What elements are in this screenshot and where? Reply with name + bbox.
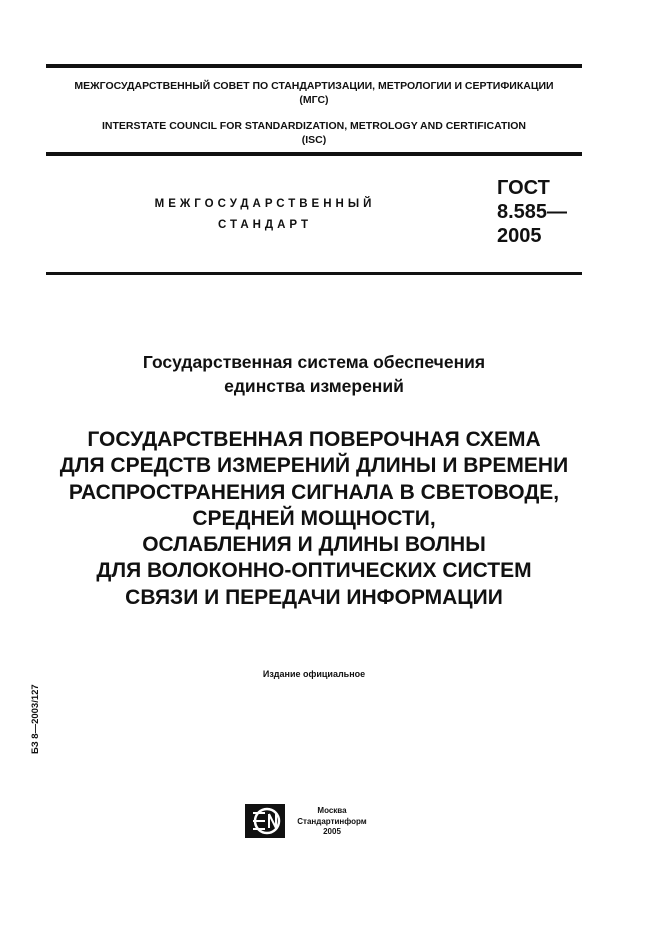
standard-type-line2: СТАНДАРТ: [218, 219, 312, 231]
gost-line3: 2005: [497, 225, 542, 247]
title-line: СРЕДНЕЙ МОЩНОСТИ,: [192, 506, 436, 530]
document-title: [46, 427, 582, 611]
title-line: ДЛЯ СРЕДСТВ ИЗМЕРЕНИЙ ДЛИНЫ И ВРЕМЕНИ: [59, 454, 569, 478]
title-line: ГОСУДАРСТВЕННАЯ ПОВЕРОЧНАЯ СХЕМА: [87, 428, 541, 451]
council-en: [46, 119, 582, 147]
standard-type-line1: МЕЖГОСУДАРСТВЕННЫЙ: [154, 198, 376, 210]
document-subtitle: [46, 350, 582, 398]
council-ru-line2: (МГС): [299, 94, 329, 106]
subtitle-line2: единства измерений: [224, 376, 404, 396]
title-line: СВЯЗИ И ПЕРЕДАЧИ ИНФОРМАЦИИ: [125, 585, 503, 609]
header-rule: [46, 152, 582, 156]
standard-type: [120, 194, 410, 236]
title-line: РАСПРОСТРАНЕНИЯ СИГНАЛА В СВЕТОВОДЕ,: [68, 480, 560, 504]
top-rule: [46, 64, 582, 68]
gost-number: [497, 176, 567, 248]
publisher-name: Стандартинформ: [297, 816, 367, 826]
council-en-line2: (ISC): [301, 134, 327, 146]
publisher-info: [292, 806, 372, 838]
council-en-line1: INTERSTATE COUNCIL FOR STANDARDIZATION, METROLOGY AND CERTIFICATION: [101, 120, 527, 132]
edition-label: Издание официальное: [262, 669, 366, 679]
council-ru-line1: МЕЖГОСУДАРСТВЕННЫЙ СОВЕТ ПО СТАНДАРТИЗАЦИИ, МЕТРОЛОГИИ И СЕРТИФИКАЦИИ: [74, 80, 554, 92]
title-line: ОСЛАБЛЕНИЯ И ДЛИНЫ ВОЛНЫ: [142, 533, 486, 557]
standard-rule: [46, 272, 582, 275]
publisher-city: Москва: [317, 806, 347, 815]
council-ru: [46, 79, 582, 107]
standartinform-logo-icon: [245, 804, 285, 838]
gost-line1: ГОСТ: [497, 177, 550, 199]
gost-line2: 8.585—: [497, 201, 568, 223]
side-code: БЗ 8—2003/127: [30, 684, 41, 754]
publisher-year: 2005: [323, 827, 341, 836]
title-line: ДЛЯ ВОЛОКОННО-ОПТИЧЕСКИХ СИСТЕМ: [96, 559, 532, 583]
subtitle-line1: Государственная система обеспечения: [142, 352, 486, 372]
